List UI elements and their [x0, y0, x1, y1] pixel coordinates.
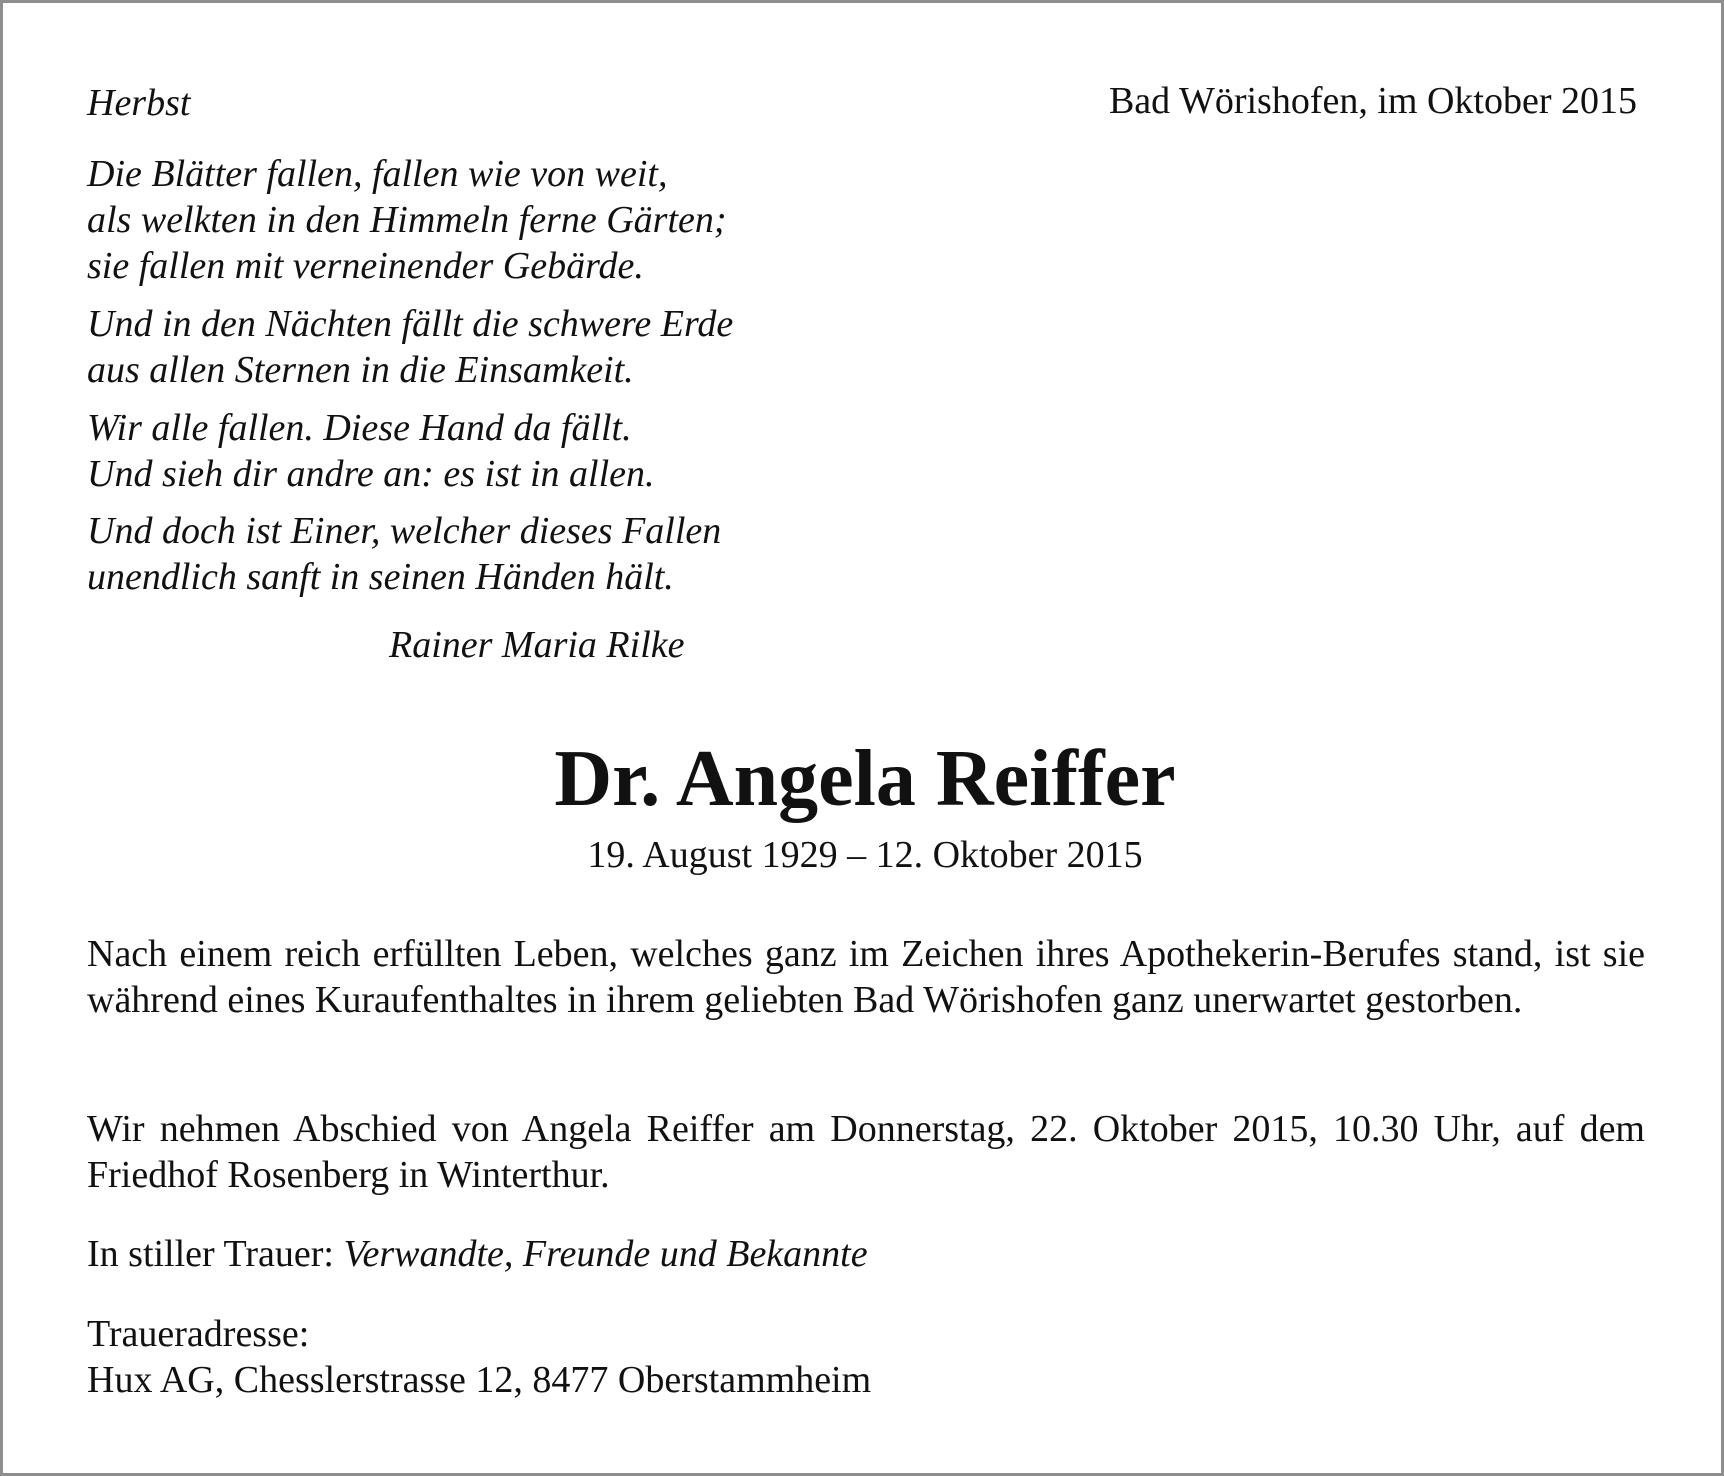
poem-author: Rainer Maria Rilke — [389, 624, 685, 666]
poem-stanza — [87, 508, 721, 600]
poem-line: unendlich sanft in seinen Händen hält. — [87, 556, 674, 598]
mourning-address: Hux AG, Chesslerstrasse 12, 8477 Oberstammheim — [87, 1359, 872, 1401]
poem-stanza — [87, 301, 733, 393]
poem-line: Und in den Nächten fällt die schwere Erde — [87, 303, 734, 345]
mourners-line — [87, 1231, 868, 1277]
poem-line: aus allen Sternen in die Einsamkeit. — [87, 349, 634, 391]
poem-title: Herbst — [87, 82, 191, 124]
address-label: Traueradresse: — [87, 1313, 310, 1355]
poem-line: Und sieh dir andre an: es ist in allen. — [87, 453, 655, 495]
mourners-label: In stiller Trauer: — [87, 1233, 344, 1275]
place-date: Bad Wörishofen, im Oktober 2015 — [1108, 80, 1637, 122]
poem-line: sie fallen mit verneinender Gebärde. — [87, 245, 644, 287]
poem-line: Und doch ist Einer, welcher dieses Fallen — [87, 510, 722, 552]
funeral-details-paragraph: Wir nehmen Abschied von Angela Reiffer am Donnerstag, 22. Oktober 2015, 10.30 Uhr, auf dem Friedhof Rosenberg in Winterthur. — [87, 1108, 1645, 1196]
life-dates: 19. August 1929 – 12. Oktober 2015 — [587, 834, 1143, 876]
poem-line: als welkten in den Himmeln ferne Gärten; — [87, 199, 727, 241]
deceased-name: Dr. Angela Reiffer — [554, 735, 1176, 823]
mourners-names: Verwandte, Freunde und Bekannte — [343, 1233, 868, 1275]
poem-stanza — [87, 405, 655, 497]
poem-stanza — [87, 151, 727, 289]
poem-line: Wir alle fallen. Diese Hand da fällt. — [87, 407, 632, 449]
obituary-paragraph: Nach einem reich erfüllten Leben, welches ganz im Zeichen ihres Apothekerin-Berufes stand, ist sie während eines Kuraufenthaltes in ihrem geliebten Bad Wörishofen ganz unerwartet gestorben. — [87, 933, 1645, 1021]
poem-line: Die Blätter fallen, fallen wie von weit, — [87, 153, 668, 195]
